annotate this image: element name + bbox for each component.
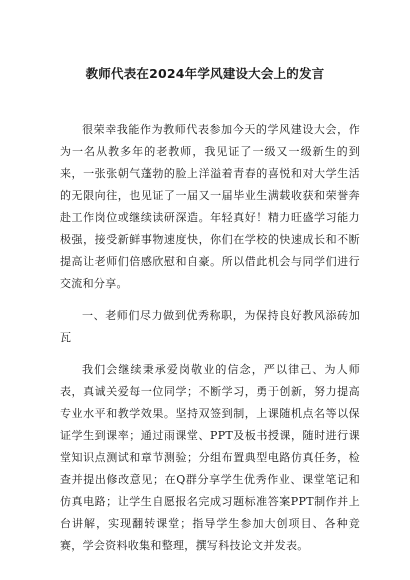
document-title: 教师代表在2024年学风建设大会上的发言	[85, 66, 325, 81]
intro-paragraph: 很荣幸我能作为教师代表参加今天的学风建设大会，作为一名从教多年的老教师，我见证了一级又一级新生的到来，一张张朝气蓬勃的脸上洋溢着青春的喜悦和对大学生活的无限向往，也见证了一届又一届毕业生满载收获和荣誉奔赴工作岗位或继续读研深造。年轻真好！精力旺盛学习能力极强，接受新鲜事物速度快，你们在学校的快速成长和不断提高让老师们倍感欣慰和自豪。所以借此机会与同学们进行交流和分享。	[60, 123, 360, 290]
section-heading-1: 一、老师们尽力做到优秀称职，为保持良好教风添砖加瓦	[60, 309, 360, 344]
section-paragraph-1: 我们会继续秉承爱岗敬业的信念，严以律己、为人师表，真诚关爱每一位同学；不断学习，勇于创新，努力提高专业水平和教学效果。坚持双签到制，上课随机点名等以保证学生到课率；通过雨课堂、PPT及板书授课，随时进行课堂知识点测试和章节测验；分组布置典型电路仿真任务，检查并提出修改意见；在Q群分享学生优秀作业、课堂笔记和仿真电路；让学生自愿报名完成习题标准答案PPT制作并上台讲解，实现翻转课堂；指导学生参加大创项目、各种竞赛，学会资料收集和整理，撰写科技论文并发表。	[60, 363, 360, 552]
document-body	[60, 119, 360, 557]
